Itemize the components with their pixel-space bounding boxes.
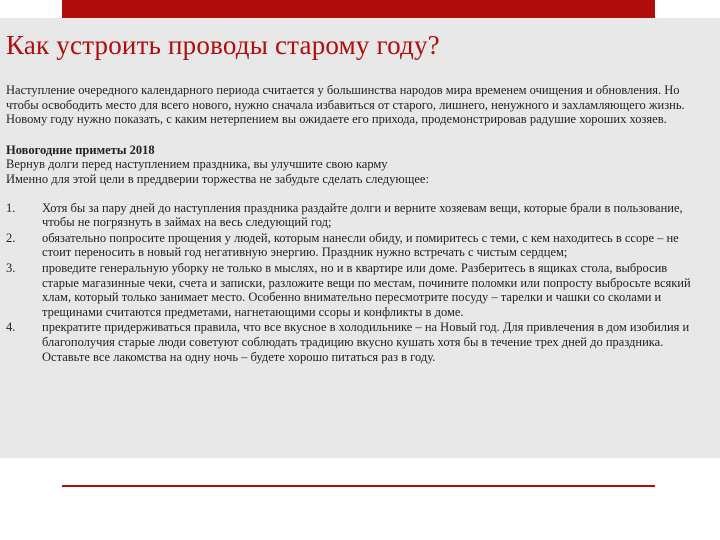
bottom-accent-line	[62, 485, 655, 487]
list-item	[6, 261, 704, 319]
item-number: 3.	[6, 260, 16, 275]
list-item	[6, 201, 704, 230]
slide-title: Как устроить проводы старому году?	[6, 30, 440, 60]
top-accent-bar	[62, 0, 655, 18]
item-text: прекратите придерживаться правила, что все вкусное в холодильнике – на Новый год. Для привлечения в дом изобилия и благополучия старые люди советуют соблюдать традицию вкусно кушать хотя бы в течение трех дней до праздника. Оставьте все лакомства на одну ночь – будете хорошо питаться раз в году.	[42, 320, 690, 364]
text-line-2: Именно для этой цели в преддверии торжества не забудьте сделать следующее:	[6, 171, 429, 186]
slide-content	[6, 83, 704, 365]
item-number: 4.	[6, 320, 16, 335]
item-text: обязательно попросите прощения у людей, которым нанесли обиду, и помиритесь с теми, с кем находитесь в ссоре – не стоит переносить в новый год негативную энергию. Праздник нужно встречать с чистым сердцем;	[42, 230, 679, 260]
section-heading: Новогодние приметы 2018	[6, 142, 155, 157]
item-text: Хотя бы за пару дней до наступления праздника раздайте долги и верните хозяевам вещи, которые брали в пользование, чтобы не погрязнуть в займах на весь следующий год;	[42, 200, 683, 230]
item-text: проведите генеральную уборку не только в мыслях, но и в квартире или доме. Разберитесь в ящиках стола, выбросив старые магазинные чеки, счета и записки, разложите вещи по местам, почините поломки или попросту выбросьте всякий хлам, который только занимает место. Особенно внимательно пересмотрите посуду – тарелки и чашки со сколами и трещинами считаются предметами, нагнетающими ссоры и конфликты в доме.	[42, 260, 691, 319]
list-item	[6, 320, 704, 364]
item-number: 2.	[6, 230, 16, 245]
numbered-list	[6, 201, 704, 365]
list-item	[6, 231, 704, 260]
intro-paragraph: Наступление очередного календарного периода считается у большинства народов мира временем очищения и обновления. Но чтобы освободить место для всего нового, нужно сначала избавиться от старого, лишнего, ненужного и захламляющего жизнь. Новому году нужно показать, с каким нетерпением вы ожидаете его прихода, продемонстрировав радушие хороших хозяев.	[6, 83, 685, 127]
text-line-1: Вернув долги перед наступлением праздника, вы улучшите свою карму	[6, 157, 388, 172]
item-number: 1.	[6, 200, 16, 215]
